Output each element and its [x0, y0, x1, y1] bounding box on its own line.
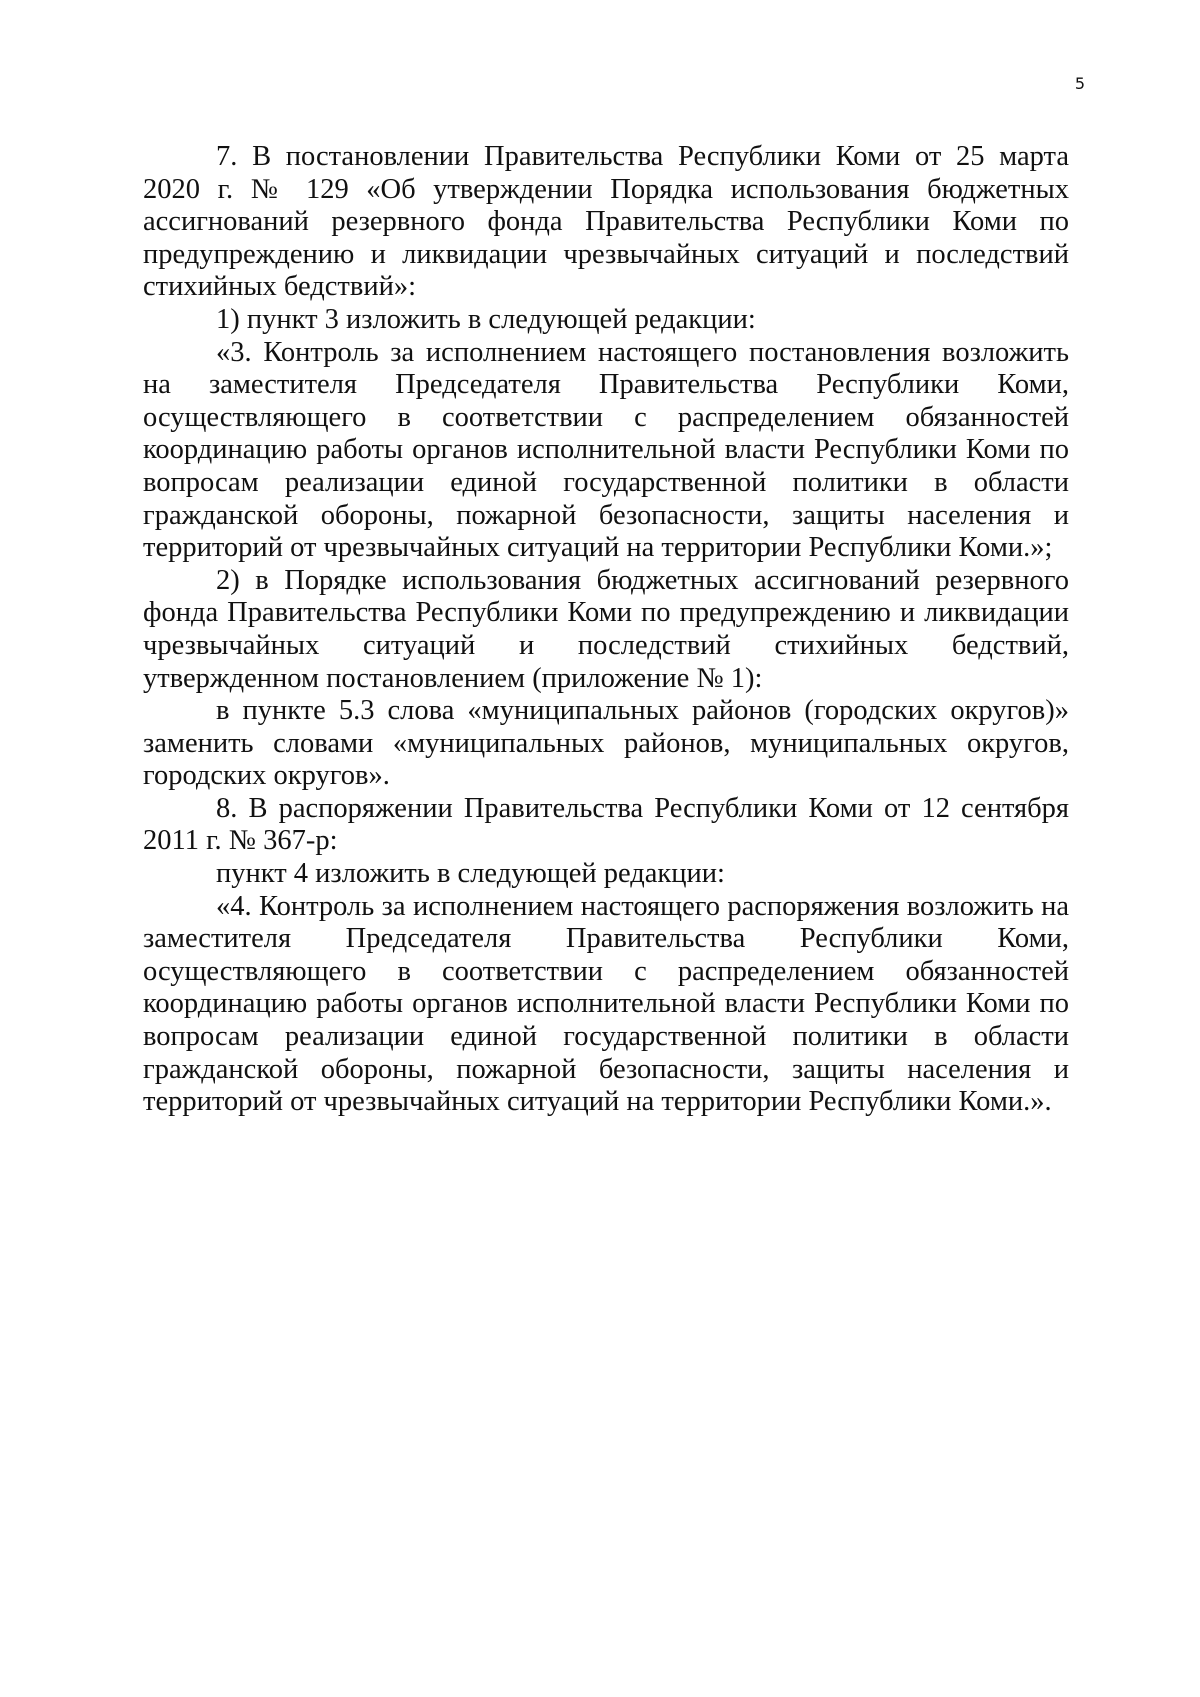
paragraph-item-8: 8. В распоряжении Правительства Республики Коми от 12 сентября 2011 г. № 367-р: — [143, 792, 1069, 857]
paragraph-quote-point-4: «4. Контроль за исполнением настоящего распоряжения возложить на заместителя Председателя Правительства Республики Коми, осуществляющего в соответствии с распределением обязанностей координацию работы органов исполнительной власти Республики Коми по вопросам реализации единой государственной политики в области гражданской обороны, пожарной безопасности, защиты населения и территорий от чрезвычайных ситуаций на территории Республики Коми.». — [143, 890, 1069, 1118]
paragraph-point-5-3: в пункте 5.3 слова «муниципальных районов (городских округов)» заменить словами «муниципальных районов, муниципальных округов, городских округов». — [143, 695, 1069, 792]
paragraph-point-4-intro: пункт 4 изложить в следующей редакции: — [216, 858, 725, 890]
paragraph-subitem-2: 2) в Порядке использования бюджетных ассигнований резервного фонда Правительства Республики Коми по предупреждению и ликвидации чрезвычайных ситуаций и последствий стихийных бедствий, утвержденном постановлением (приложение № 1): — [143, 564, 1069, 694]
page-number: 5 — [1074, 74, 1085, 93]
document-body — [143, 141, 1069, 1119]
paragraph-item-7: 7. В постановлении Правительства Республики Коми от 25 марта 2020 г. № 129 «Об утверждении Порядка использования бюджетных ассигнований резервного фонда Правительства Республики Коми по предупреждению и ликвидации чрезвычайных ситуаций и последствий стихийных бедствий»: — [143, 141, 1069, 303]
paragraph-quote-point-3: «3. Контроль за исполнением настоящего постановления возложить на заместителя Председателя Правительства Республики Коми, осуществляющего в соответствии с распределением обязанностей координацию работы органов исполнительной власти Республики Коми по вопросам реализации единой государственной политики в области гражданской обороны, пожарной безопасности, защиты населения и территорий от чрезвычайных ситуаций на территории Республики Коми.»; — [143, 336, 1069, 564]
paragraph-subitem-1: 1) пункт 3 изложить в следующей редакции: — [216, 303, 756, 335]
